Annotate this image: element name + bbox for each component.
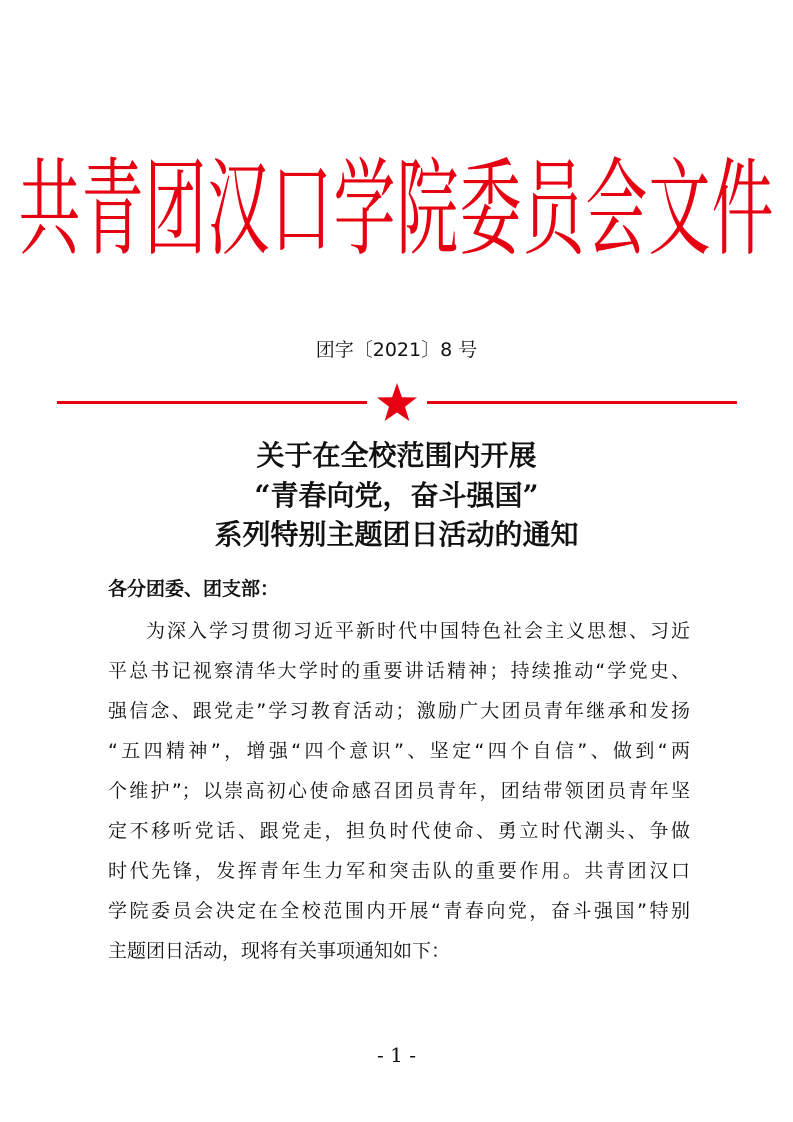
star-icon bbox=[376, 382, 418, 422]
body-line-5: 个维护”；以崇高初心使命感召团员青年，团结带领团员青年坚 bbox=[108, 780, 690, 802]
body-line-3: 强信念、跟党走”学习教育活动；激励广大团员青年继承和发扬 bbox=[108, 700, 690, 722]
page-number: - 1 - bbox=[377, 1043, 416, 1067]
salutation: 各分团委、团支部： bbox=[108, 578, 280, 600]
notice-title-line-2: “青春向党，奋斗强国” bbox=[254, 479, 539, 512]
issuer-title: 共青团汉口学院委员会文件 bbox=[18, 147, 775, 272]
body-line-4: “五四精神”，增强“四个意识”、坚定“四个自信”、做到“两 bbox=[108, 740, 690, 762]
header-divider-right bbox=[427, 401, 737, 404]
star-shape bbox=[377, 383, 417, 421]
body-line-1: 为深入学习贯彻习近平新时代中国特色社会主义思想、习近 bbox=[146, 620, 690, 642]
body-line-7: 时代先锋，发挥青年生力军和突击队的重要作用。共青团汉口 bbox=[108, 860, 690, 882]
header-divider-left bbox=[57, 401, 367, 404]
body-line-8: 学院委员会决定在全校范围内开展“青春向党，奋斗强国”特别 bbox=[108, 900, 690, 922]
notice-title-line-3: 系列特别主题团日活动的通知 bbox=[214, 518, 579, 551]
body-line-9: 主题团日活动，现将有关事项通知如下： bbox=[108, 940, 451, 962]
body-line-2: 平总书记视察清华大学时的重要讲话精神；持续推动“学党史、 bbox=[108, 660, 690, 682]
notice-title-line-1: 关于在全校范围内开展 bbox=[256, 439, 537, 472]
document-number: 团字〔2021〕8 号 bbox=[315, 339, 478, 361]
body-line-6: 定不移听党话、跟党走，担负时代使命、勇立时代潮头、争做 bbox=[108, 820, 690, 842]
